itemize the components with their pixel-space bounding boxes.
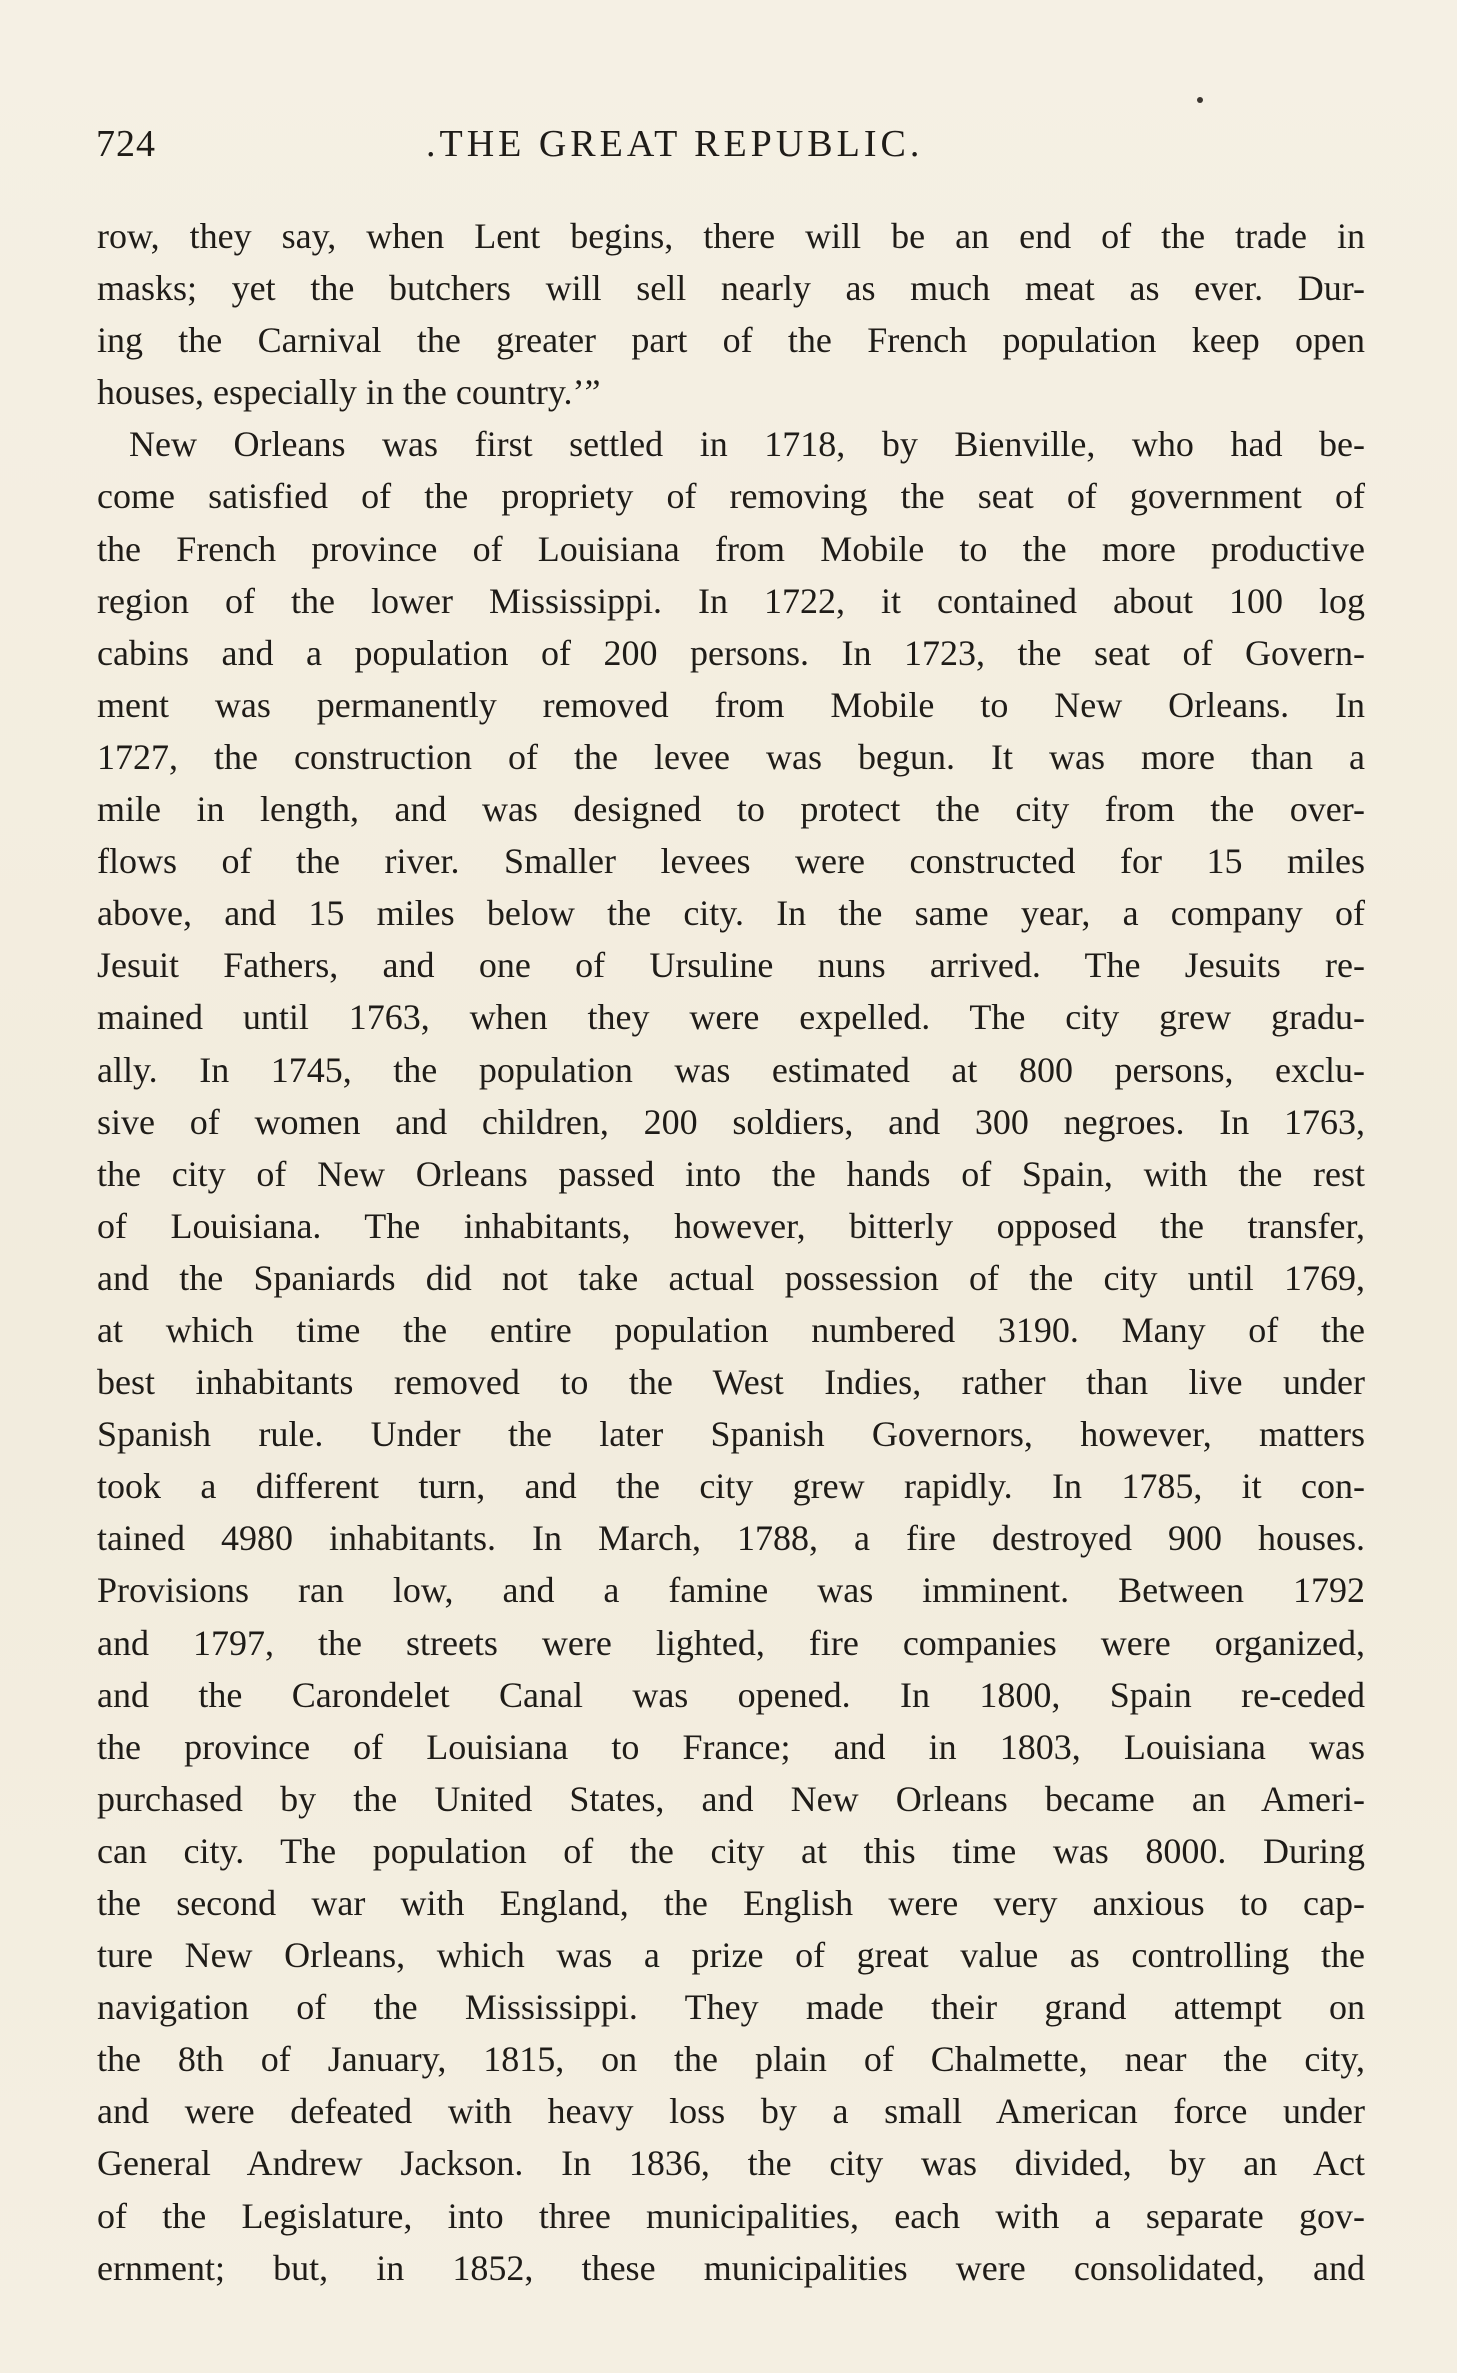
text-line: the second war with England, the English were very anxious to cap- (97, 1883, 1365, 1923)
text-line: 1727, the construction of the levee was begun. It was more than a (97, 736, 1365, 777)
text-line: sive of women and children, 200 soldiers, and 300 negroes. In 1763, (97, 1101, 1365, 1142)
text-line: of Louisiana. The inhabitants, however, bitterly opposed the transfer, (97, 1205, 1365, 1246)
text-line: masks; yet the butchers will sell nearly as much meat as ever. Dur- (97, 268, 1365, 309)
text-line: ture New Orleans, which was a prize of great value as controlling the (97, 1935, 1365, 1976)
text-line: ing the Carnival the greater part of the French population keep open (97, 320, 1365, 361)
text-line: above, and 15 miles below the city. In the same year, a company of (97, 893, 1365, 934)
text-line: row, they say, when Lent begins, there will be an end of the trade in (97, 216, 1365, 256)
text-line: and the Spaniards did not take actual possession of the city until 1769, (97, 1257, 1365, 1298)
body-text (97, 210, 1365, 2294)
text-line: ernment; but, in 1852, these municipalities were consolidated, and (97, 2247, 1365, 2288)
text-line: region of the lower Mississippi. In 1722, it contained about 100 log (97, 580, 1365, 621)
text-line: ally. In 1745, the population was estimated at 800 persons, exclu- (97, 1049, 1365, 1090)
text-line: purchased by the United States, and New Orleans became an Ameri- (97, 1778, 1365, 1819)
text-line: New Orleans was first settled in 1718, by Bienville, who had be- (129, 424, 1365, 465)
text-line: navigation of the Mississippi. They made their grand attempt on (97, 1987, 1365, 2028)
text-line: mile in length, and was designed to protect the city from the over- (97, 789, 1365, 830)
text-line: the French province of Louisiana from Mobile to the more productive (97, 528, 1365, 569)
running-title: .THE GREAT REPUBLIC. (426, 123, 924, 165)
text-line: the province of Louisiana to France; and in 1803, Louisiana was (97, 1726, 1365, 1767)
ink-speck (1197, 97, 1203, 103)
text-line: the city of New Orleans passed into the hands of Spain, with the rest (97, 1153, 1365, 1194)
page-number: 724 (96, 123, 156, 165)
text-line: cabins and a population of 200 persons. In 1723, the seat of Govern- (97, 632, 1365, 673)
text-line: tained 4980 inhabitants. In March, 1788, a fire destroyed 900 houses. (97, 1518, 1365, 1559)
text-line: come satisfied of the propriety of removing the seat of government of (97, 476, 1365, 517)
text-line: and 1797, the streets were lighted, fire companies were organized, (97, 1622, 1365, 1663)
text-line: ment was permanently removed from Mobile to New Orleans. In (97, 684, 1365, 725)
text-line: mained until 1763, when they were expelled. The city grew gradu- (97, 997, 1365, 1038)
text-line: Provisions ran low, and a famine was imminent. Between 1792 (97, 1570, 1365, 1611)
text-line: took a different turn, and the city grew rapidly. In 1785, it con- (97, 1466, 1365, 1507)
text-line: houses, especially in the country.’” (97, 372, 601, 413)
text-line: the 8th of January, 1815, on the plain of Chalmette, near the city, (97, 2039, 1365, 2080)
text-line: Spanish rule. Under the later Spanish Governors, however, matters (97, 1414, 1365, 1455)
text-line: and were defeated with heavy loss by a small American force under (97, 2091, 1365, 2132)
text-line: and the Carondelet Canal was opened. In 1800, Spain re-ceded (97, 1674, 1365, 1715)
text-line: best inhabitants removed to the West Indies, rather than live under (97, 1362, 1365, 1403)
text-line: Jesuit Fathers, and one of Ursuline nuns arrived. The Jesuits re- (97, 945, 1365, 986)
text-line: can city. The population of the city at this time was 8000. During (97, 1830, 1365, 1871)
text-line: flows of the river. Smaller levees were constructed for 15 miles (97, 841, 1365, 882)
text-line: at which time the entire population numbered 3190. Many of the (97, 1309, 1365, 1350)
text-line: General Andrew Jackson. In 1836, the city was divided, by an Act (97, 2143, 1365, 2184)
text-line: of the Legislature, into three municipalities, each with a separate gov- (97, 2195, 1365, 2236)
running-head (96, 122, 1364, 172)
